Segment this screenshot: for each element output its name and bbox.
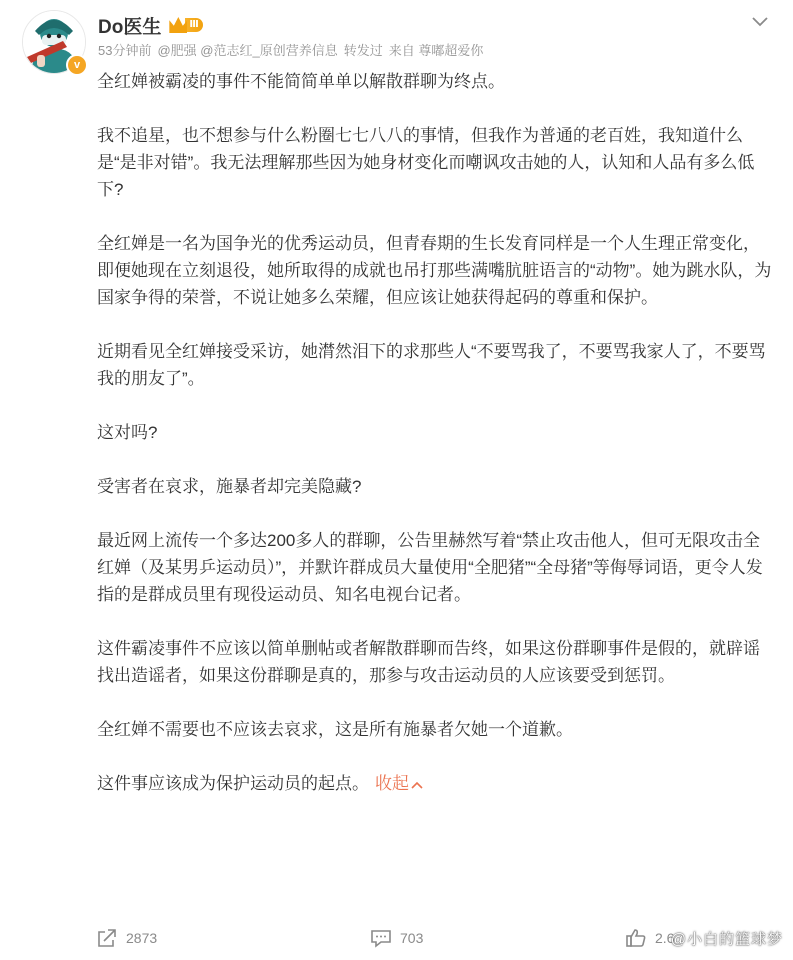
like-count: 2.6 [655, 930, 675, 946]
last-paragraph-text: 这件事应该成为保护运动员的起点。 [97, 774, 369, 793]
vip-badge[interactable] [169, 15, 202, 35]
paragraph: 最近网上流传一个多达200多人的群聊，公告里赫然写着“禁止攻击他人，但可无限攻击全红婵（及某男乒运动员）”，并默许群成员大量使用“全肥猪”“全母猪”等侮辱词语，更令人发指的是群成员里有现役运动员、知名电视台记者。 [97, 531, 763, 604]
chevron-up-icon [411, 781, 423, 789]
paragraph: 近期看见全红婵接受采访，她潸然泪下的求那些人“不要骂我了，不要骂我家人了，不要骂我的朋友了”。 [97, 342, 766, 388]
collapse-link[interactable] [375, 774, 423, 793]
chevron-down-icon [752, 17, 768, 27]
author-name[interactable]: Do医生 [98, 16, 162, 38]
share-arrow-icon [96, 928, 118, 948]
comment-button[interactable] [370, 928, 423, 948]
collapse-label: 收起 [375, 774, 409, 793]
paragraph: 我不追星，也不想参与什么粉圈七七八八的事情，但我作为普通的老百姓，我知道什么是“是非对错”。我无法理解那些因为她身材变化而嘲讽攻击她的人，认知和人品有多么低下? [97, 126, 755, 199]
post-menu-button[interactable] [747, 12, 773, 32]
post-mentions[interactable]: @肥强 @范志红_原创营养信息 [157, 43, 338, 58]
repost-button[interactable] [96, 928, 157, 948]
watermark: @小白的篮球梦 [670, 931, 783, 948]
verified-badge-icon: v [66, 54, 88, 76]
paragraph: 这对吗? [97, 423, 158, 442]
comment-count: 703 [400, 930, 424, 946]
post-source: 来自 尊嘟超爱你 [388, 43, 484, 58]
comment-bubble-icon [370, 928, 392, 948]
paragraph: 全红婵被霸凌的事件不能简简单单以解散群聊为终点。 [97, 72, 505, 91]
paragraph-last [97, 770, 772, 797]
vip-level: Ⅲ [185, 18, 202, 32]
like-button[interactable] [625, 928, 674, 948]
paragraph: 全红婵是一名为国争光的优秀运动员，但青春期的生长发育同样是一个人生理正常变化，即便她现在立刻退役，她所取得的成就也吊打那些满嘴肮脏语言的“动物”。她为跳水队，为国家争得的荣誉，不说让她多么荣耀，但应该让她获得起码的尊重和保护。 [97, 234, 772, 307]
post-meta [98, 40, 773, 59]
paragraph: 受害者在哀求，施暴者却完美隐藏? [97, 477, 362, 496]
post-header [98, 12, 773, 59]
post-content [97, 68, 772, 797]
paragraph: 这件霸凌事件不应该以简单删帖或者解散群聊而告终，如果这份群聊事件是假的，就辟谣找出造谣者，如果这份群聊是真的，那参与攻击运动员的人应该要受到惩罚。 [97, 639, 760, 685]
repost-count: 2873 [126, 930, 158, 946]
thumbs-up-icon [625, 928, 647, 948]
paragraph: 全红婵不需要也不应该去哀求，这是所有施暴者欠她一个道歉。 [97, 720, 573, 739]
repost-marker: 转发过 [343, 43, 383, 58]
post-time[interactable]: 53分钟前 [98, 43, 152, 58]
avatar[interactable] [22, 10, 88, 76]
